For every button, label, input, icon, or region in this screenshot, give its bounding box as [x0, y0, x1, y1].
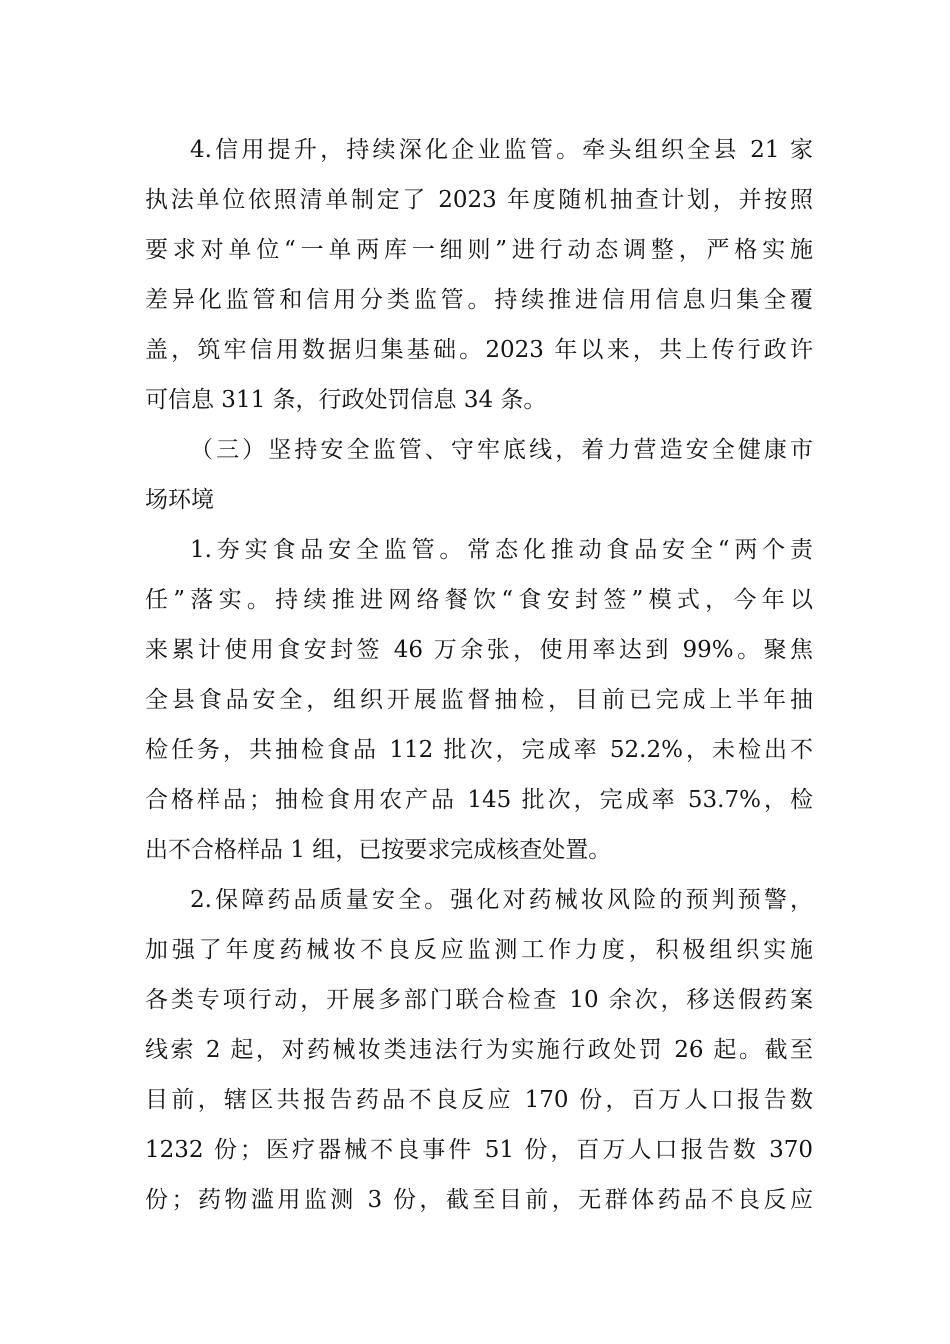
text-line: 4.信用提升，持续深化企业监管。牵头组织全县 21 家 [190, 137, 813, 163]
text-line: 要求对单位“一单两库一细则”进行动态调整，严格实施 [145, 237, 813, 263]
text-line: 加强了年度药械妆不良反应监测工作力度，积极组织实施 [145, 937, 813, 963]
text-line: 份；药物滥用监测 3 份，截至目前，无群体药品不良反应 [145, 1187, 813, 1213]
text-line: 目前，辖区共报告药品不良反应 170 份，百万人口报告数 [145, 1087, 813, 1113]
text-line: 可信息 311 条，行政处罚信息 34 条。 [145, 387, 547, 413]
text-line: 线索 2 起，对药械妆类违法行为实施行政处罚 26 起。截至 [145, 1037, 813, 1063]
text-line: 出不合格样品 1 组，已按要求完成核查处置。 [145, 837, 612, 863]
heading-line: （三）坚持安全监管、守牢底线，着力营造安全健康市 [190, 437, 813, 463]
text-line: 执法单位依照清单制定了 2023 年度随机抽查计划，并按照 [145, 187, 813, 213]
text-line: 各类专项行动，开展多部门联合检查 10 余次，移送假药案 [145, 987, 813, 1013]
text-line: 2.保障药品质量安全。强化对药械妆风险的预判预警， [190, 887, 813, 913]
text-line: 合格样品；抽检食用农产品 145 批次，完成率 53.7%，检 [145, 787, 813, 813]
text-line: 1232 份；医疗器械不良事件 51 份，百万人口报告数 370 [145, 1137, 813, 1163]
text-line: 差异化监管和信用分类监管。持续推进信用信息归集全覆 [145, 287, 813, 313]
text-line: 全县食品安全，组织开展监督抽检，目前已完成上半年抽 [145, 687, 813, 713]
text-line: 任”落实。持续推进网络餐饮“食安封签”模式，今年以 [145, 587, 813, 613]
text-line: 来累计使用食安封签 46 万余张，使用率达到 99%。聚焦 [145, 637, 813, 663]
text-line: 检任务，共抽检食品 112 批次，完成率 52.2%，未检出不 [145, 737, 813, 763]
text-line: 盖，筑牢信用数据归集基础。2023 年以来，共上传行政许 [145, 337, 813, 363]
text-line: 1.夯实食品安全监管。常态化推动食品安全“两个责 [190, 537, 813, 563]
heading-line: 场环境 [145, 487, 214, 513]
